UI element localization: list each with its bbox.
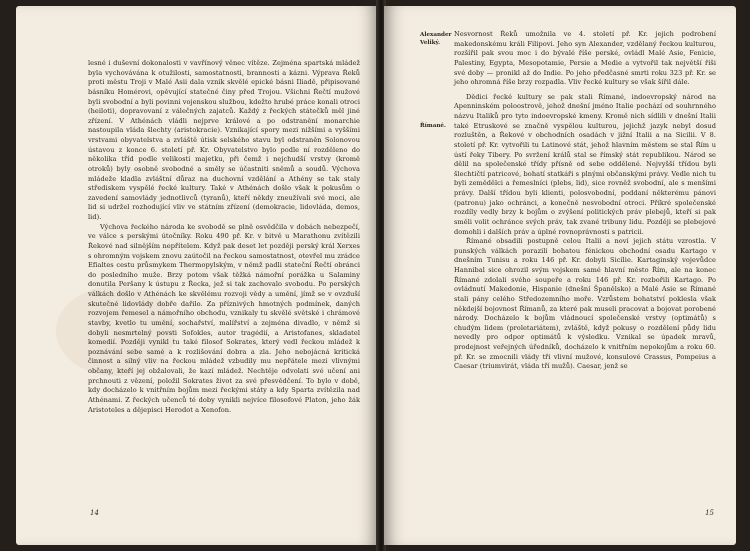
right-page-body — [454, 30, 716, 372]
paragraph: Dědici řecké kultury se pak stali Římané, indoevropský národ na Apenninském poloostrově, jehož dnešní jméno Italie pochází od souhrnného názvu Italiků pro tyto indoevropské kmeny. Kromě nich sídlili v dnešní Italii také Etruskové se značně vyspělou kulturou, jejichž jazyk nebyl dosud rozluštěn, a Řekové v obchodních osadách v jižní Italii a na Sicilii. V 8. století př. Kr. vytvořili tu Latinové stát, jehož hlavním městem se stal Řím u ústí řeky Tibery. Po svržení králů stal se římský stát republikou. Národ se dělil na společenské třídy přísně od sebe oddělené. Nejvyšší třídou byli šlechtičtí patricové, bohatí statkáři s plnými občanskými právy. Vedle nich tu byli zemědělci a řemeslníci (plebs, lid), sice rovněž svobodní, ale s menšími právy. Další třídou byli klienti, polosvobodní, poddaní některému pánovi (patronu) jako ochránci, a konečně nesvobodní otroci. Příkré společenské rozdíly vedly brzy k bojům o zvýšení politických práv plebejů, kteří si pak směli volit ochránce svých práv, tak zvané tribuny lidu. Později se plebejové domohli i dalších práv a úplné rovnoprávnosti s patricii. — [454, 92, 716, 236]
paragraph: lesné i duševní dokonalosti v vavřínový věnec vítěze. Zejména spartská mládež byla vychovávána k otužilosti, samostatnosti, brannosti a kázni. Výprava Řeků proti městu Troji v Malé Asii dala vznik skvělé epické básni Iliadě, připisované básníku Homérovi, opěvující statečné činy před Trojou. Všichni Řečtí mužové byli svobodní a byli povinni vojenskou službou, kdežto hrubé práce konali otroci (heiloti), dopravovaní z válečných zajatců. Každý z řeckých státečků měl jiné zřízení. V Athénách vládli nejprve králové a po odstranění monarchie nastoupila vláda šlechty (aristokracie). Vznikající spory mezi nižšími a vyššími vrstvami obyvatelstva a zvláště útisk selského stavu byl odstraněn Solonovou ústavou z konce 6. století př. Kr. Obyvatelstvo bylo podle ní rozděleno do několika tříd podle velikosti majetku, při čemž i nejchudší vrstvy (kromě otroků) byly osobně svobodné a směly se účastniti sněmů a soudů. Výchova mládeže kladla zvláštní důraz na duchovní vzdělání a Athény se tak staly střediskem vyspělé řecké kultury. Také v Athénách došlo však k pokusům o zavedení samovlády jednotlivců (tyranů), kteří někdy zneužívali své moci, ale lid si udržel rozhodující vliv ve státním zřízení (demokracie, lidovláda, demos, lid). — [88, 59, 360, 221]
margin-note: Alexander Veliký. — [420, 32, 452, 46]
left-page-body — [88, 59, 360, 415]
paragraph: Výchova řeckého národa ke svobodě se plně osvědčila v dobách nebezpečí, ve válce s perskými útočníky. Roku 490 př. Kr. v bitvě u Marathonu zvítězili Řekové nad silnějším nepřítelem. Když pak deset let později perský král Xerxes s ohromným vojskem znovu zaútočil na řeckou samostatnost, otevřel mu zrádce Efialtes cestu průsmykem Thermopylským, v němž padli stateční Řečtí obránci do posledního muže. Brzy potom však těžká námořní porážka u Salaminy donutila Peršany k ústupu z Řecka, jež si tak zachovalo svobodu. Po perských válkách došlo v Athénách ke skvělému rozvoji vědy a umění, jímž se v ovzduší skutečné lidovlády dobře dařilo. Za příznivých hmotných podmínek, daných rozvojem řemesel a námořního obchodu, vznikaly tu skvělé světské i chrámové stavby, kvetlo tu umění, sochařství, malířství a zejména divadlo, v němž si dobyli nesmrtelný povsti Sofokles, autor tragédií, a Aristofanes, skladatel komedií. Později vynikl tu také filosof Sokrates, který vedl řeckou mládež k poznávání sebe samé a k rozlišování dobra a zla. Jeho nebojácná kritická činnost a silný vliv na řeckou mládež vzbudily mu nepřátele mezi vlivnými občany, kteří jej obžalovali, že kazí mládež. Nechtěje odvolati své učení ani prchnouti z vězení, položil Sokrates život za své přesvědčení. To bylo v době, kdy docházelo k vnitřním bojům mezi řeckými státy a kdy Sparta zvítězila nad Athénami. Z řeckých učenců té doby vynikli nejvíce filosofové Platon, jeho žák Aristoteles a dějepisci Herodot a Xenofon. — [88, 222, 360, 414]
right-page — [384, 6, 736, 545]
left-page — [16, 6, 378, 545]
page-number: 14 — [90, 509, 99, 517]
paragraph: Nesvornost Řeků umožnila ve 4. století př. Kr. jejich podrobení makedonskému králi Filipovi. Jeho syn Alexander, vzdělaný řeckou kulturou, rozšířil pak svou moc i do bývalé říše perské, ovládl Malé Asie, Fenicie, Palestiny, Egypta, Mesopotamie, Persie a Medie a vytvořil tak největší říši své doby — pronikl až do Indie. Po jeho předčasné smrti roku 323 př. Kr. se jeho ohromná říše brzy rozpadla. Vliv řecké kultury se však šířil dále. — [454, 30, 716, 87]
paragraph: Římané obsadili postupně celou Italii a noví jejich státu vzrostla. V punských válkách porazili bohatou fénickou obchodní osadu Kartago v dnešním Tunisu a roku 146 př. Kr. dobyli Sicílie. Kartaginský vojevůdce Hannibal sice ohrozil svým vojskem samé hlavní město Řím, ale na konec Římané zdolali svého soupeře a roku 146 př. Kr. rozbořili Kartago. Po ovládnutí Makedonie, Hispanie (dnešní Španělsko) a Malé Asie se Římané stali pány celého Středozemního moře. Vzrůstem bohatství poklesla však někdejší bojovnost Římanů, za které pak museli pracovat a bojovat porobené národy. Docházelo k bojům vládnoucí společenské vrstvy (optimátů) s chudým lidem (proletariátem), zvláště, když pokusy o rozdělení půdy lidu nevedly pro odpor optimátů k výsledku. Vznikal se úpadek mravů, prodejnost veřejných úředníků, docházelo k vnitřním nepokojům a roku 60. př. Kr. se zmocnili vlády tři vlivní mužové, konsulové Crassus, Pompeius a Caesar (triumvirát, vláda tří mužů). Caesar, jenž se — [454, 237, 716, 371]
page-number: 15 — [705, 509, 714, 517]
margin-note: Římané. — [420, 123, 446, 129]
